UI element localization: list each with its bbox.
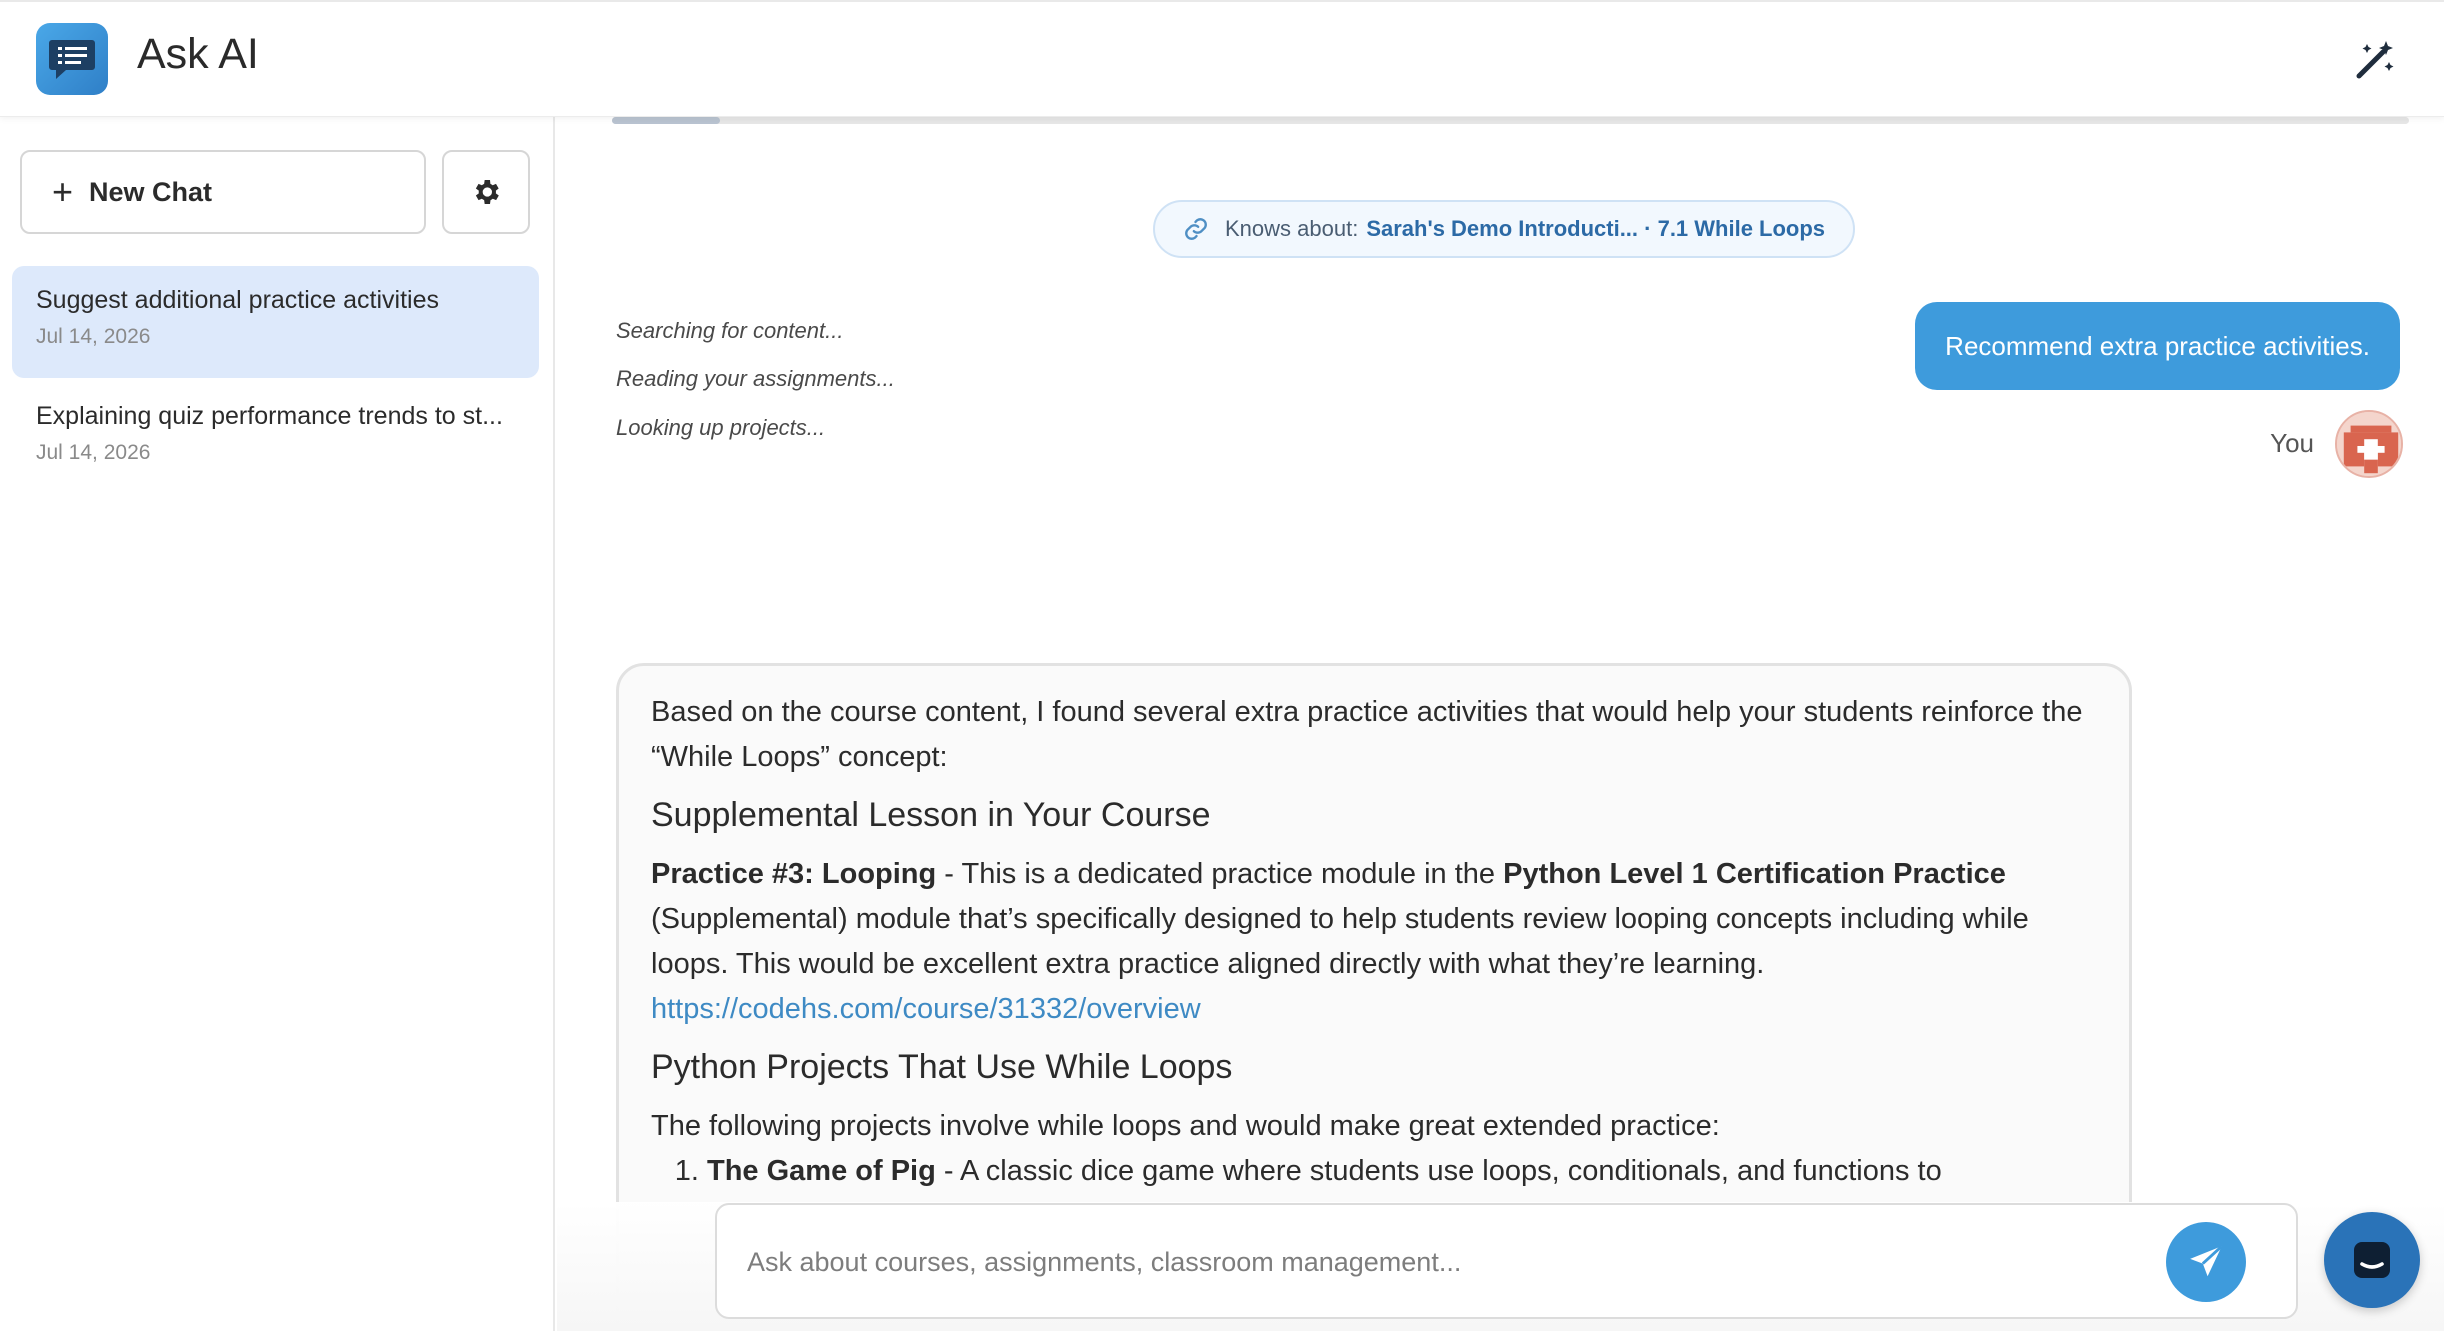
response-heading: Python Projects That Use While Loops xyxy=(651,1048,1233,1086)
plus-icon: + xyxy=(52,171,74,212)
sidebar xyxy=(0,117,555,1331)
new-chat-label: New Chat xyxy=(89,176,213,207)
response-paragraph: The following projects involve while loops and would make great extended practice: xyxy=(651,1110,1720,1142)
project-list xyxy=(707,1149,2099,1194)
settings-button[interactable] xyxy=(442,150,530,234)
response-paragraph xyxy=(651,852,2099,1032)
send-button[interactable] xyxy=(2166,1222,2246,1302)
conversation-item[interactable] xyxy=(12,266,539,378)
scroll-progress-bar xyxy=(612,117,2409,124)
response-intro: Based on the course content, I found several extra practice activities that would help your students reinforce the “While Loops” concept: xyxy=(651,696,2083,773)
avatar xyxy=(2335,410,2403,478)
chat-support-icon[interactable] xyxy=(2324,1212,2420,1308)
progress-fill xyxy=(612,117,720,124)
app-title: Ask AI xyxy=(137,30,259,78)
list-item xyxy=(707,1149,2099,1194)
user-message-bubble: Recommend extra practice activities. xyxy=(1915,302,2400,390)
list-item-title: The Game of Pig xyxy=(707,1155,936,1187)
response-heading: Supplemental Lesson in Your Course xyxy=(651,796,1211,834)
response-text: - This is a dedicated practice module in the xyxy=(936,858,1504,890)
chat-list-icon xyxy=(36,23,108,95)
link-icon xyxy=(1183,216,1209,242)
status-line: Searching for content... xyxy=(616,318,844,343)
list-item-text: - A classic dice game where students use loops, conditionals, and functions to xyxy=(935,1155,1942,1187)
message-input[interactable] xyxy=(747,1239,2147,1285)
status-line: Reading your assignments... xyxy=(616,366,895,391)
response-bold: Practice #3: Looping xyxy=(651,858,937,890)
conversation-item[interactable] xyxy=(12,382,539,494)
status-line: Looking up projects... xyxy=(616,415,826,440)
new-chat-button[interactable] xyxy=(20,150,426,234)
context-course: Sarah's Demo Introducti... · 7.1 While Loops xyxy=(1366,216,1826,241)
app-header xyxy=(0,0,2444,117)
conversation-title: Suggest additional practice activities xyxy=(36,286,440,314)
conversation-title: Explaining quiz performance trends to st... xyxy=(36,402,503,430)
gear-icon xyxy=(470,176,502,208)
send-icon xyxy=(2187,1243,2225,1281)
conversation-date: Jul 14, 2026 xyxy=(36,325,151,348)
conversation-date: Jul 14, 2026 xyxy=(36,441,151,464)
context-pill[interactable] xyxy=(1153,200,1855,258)
course-link[interactable]: https://codehs.com/course/31332/overview xyxy=(651,993,1201,1025)
message-composer xyxy=(715,1203,2298,1319)
chat-area xyxy=(557,117,2444,1331)
magic-wand-icon[interactable] xyxy=(2351,36,2399,84)
response-bold: Python Level 1 Certification Practice xyxy=(1503,858,2006,890)
response-text: (Supplemental) module that’s specifically designed to help students review looping concepts including while loops. This would be excellent extra practice aligned directly with what they’re learning. xyxy=(651,903,2029,980)
context-prefix: Knows about: xyxy=(1225,216,1359,241)
user-label: You xyxy=(2270,428,2314,458)
